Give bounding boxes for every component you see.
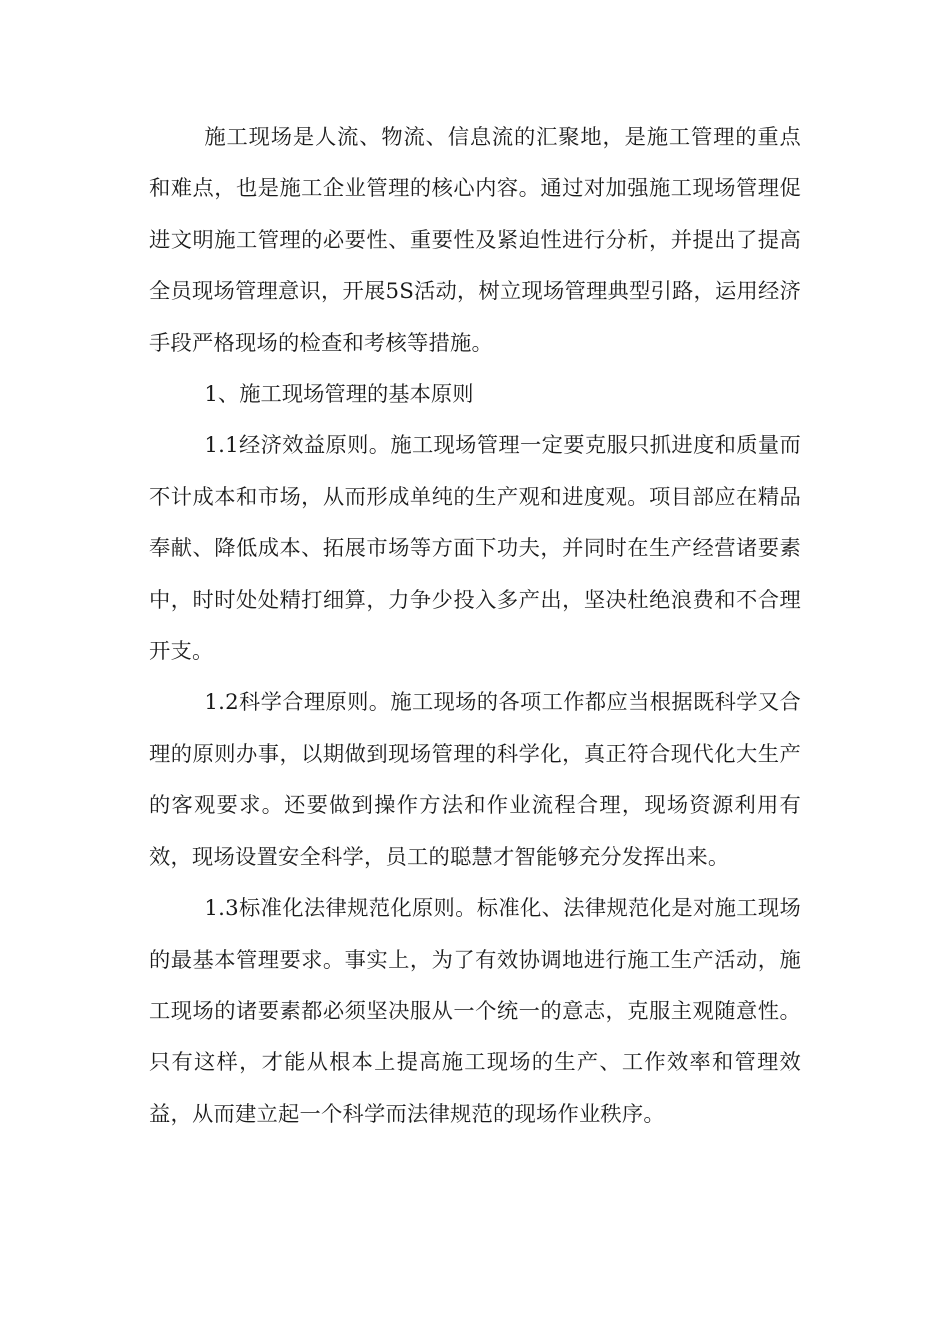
paragraph-1-2: 1.2科学合理原则。施工现场的各项工作都应当根据既科学又合理的原则办事，以期做到现场管理的科学化，真正符合现代化大生产的客观要求。还要做到操作方法和作业流程合理，现场资源利用有效，现场设置安全科学，员工的聪慧才智能够充分发挥出来。	[149, 690, 801, 870]
paragraph-1-3: 1.3标准化法律规范化原则。标准化、法律规范化是对施工现场的最基本管理要求。事实上，为了有效协调地进行施工生产活动，施工现场的诸要素都必须坚决服从一个统一的意志，克服主观随意性。只有这样，才能从根本上提高施工现场的生产、工作效率和管理效益，从而建立起一个科学而法律规范的现场作业秩序。	[149, 896, 801, 1127]
paragraph-1-1: 1.1经济效益原则。施工现场管理一定要克服只抓进度和质量而不计成本和市场，从而形成单纯的生产观和进度观。项目部应在精品奉献、降低成本、拓展市场等方面下功夫，并同时在生产经营诸要素中，时时处处精打细算，力争少投入多产出，坚决杜绝浪费和不合理开支。	[149, 433, 801, 665]
intro-paragraph: 施工现场是人流、物流、信息流的汇聚地，是施工管理的重点和难点，也是施工企业管理的核心内容。通过对加强施工现场管理促进文明施工管理的必要性、重要性及紧迫性进行分析，并提出了提高全员现场管理意识，开展5S活动，树立现场管理典型引路，运用经济手段严格现场的检查和考核等措施。	[149, 125, 801, 356]
document-body	[149, 112, 801, 1140]
section-heading-1: 1、施工现场管理的基本原则	[204, 382, 474, 408]
